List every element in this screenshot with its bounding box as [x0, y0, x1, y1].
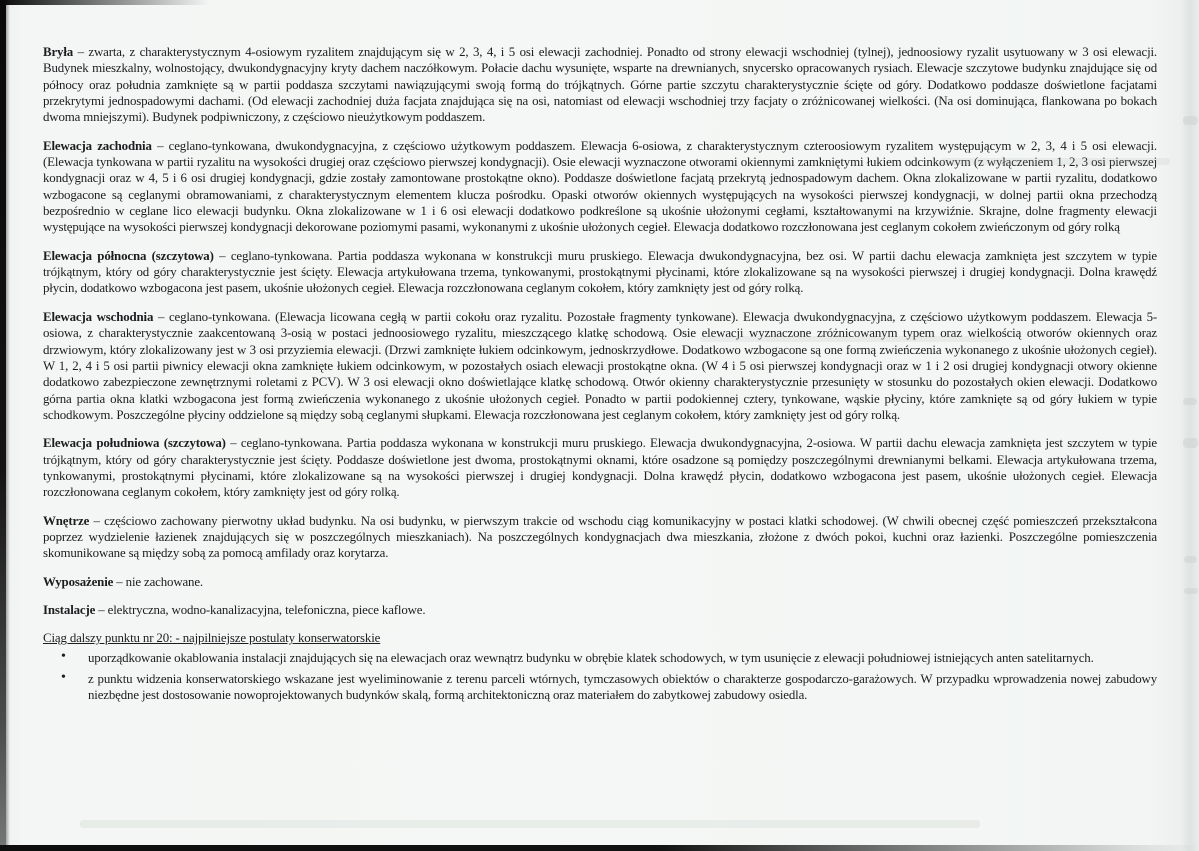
- scan-smudge: [1183, 438, 1198, 448]
- scan-edge-bottom: [0, 845, 1199, 851]
- scan-edge-left-fade: [6, 0, 10, 851]
- section-text: – ceglano-tynkowana. (Elewacja licowana cegłą w partii cokołu oraz ryzalitu. Pozostałe fragmenty tynkowane). Elewacja dwukondygnacyjna, z częściowo użytkowym poddaszem. Elewacja 5-osiowa, z charakterystycznie zaakcentowaną 3-osią w postaci jednoosiowego ryzalitu, mieszczącego klatkę schodową. Osie elewacji wyznaczone zróżnicowanym typem oraz wielkością otworów okiennych oraz drzwiowym, który zlokalizowany jest w 3 osi przyziemia elewacji. (Drzwi zamknięte łukiem odcinkowym, jednoskrzydłowe. Dodatkowo wzbogacone są one formą zwieńczenia wykonanego z ukośnie ułożonych cegieł). W 1, 2, 4 i 5 osi partii piwnicy elewacji okna zamknięte łukiem odcinkowym, w pozostałych osiach elewacji prostokątne okna. (W 4 i 5 osi pierwszej kondygnacji oraz w 1 i 2 osi drugiej kondygnacji otwory okienne dodatkowo zabezpieczone zewnętrznymi roletami z PCV). W 3 osi elewacji okno doświetlające klatkę schodową. Otwór okienny charakterystycznie przesunięty w stosunku do pozostałych okien elewacji. Dodatkowo górna partia okna klatki wzbogacona jest formą zwieńczenia wykonanego z ukośnie ułożonych cegieł. Ponadto w partii podokiennej cztery, tynkowane, wąskie płyciny, które zamknięte są od góry łukiem w typie schodkowym. Poszczególne płyciny oddzielone są między sobą ceglanymi słupkami. Elewacja rozczłonowana jest ceglanym cokołem, który zamknięty jest od góry rolką.: [43, 309, 1158, 422]
- scan-smudge: [1183, 398, 1197, 405]
- list-item-text: z punktu widzenia konserwatorskiego wskazane jest wyeliminowanie z terenu parceli wtórnych, tymczasowych obiektów o charakterze gospodarczo-garażowych. W przypadku wprowadzenia nowej zabudowy niezbędne jest dostosowanie nowoprojektowanych budynków skalą, formą architektoniczną oraz materiałem do zabytkowej zabudowy osiedla.: [88, 672, 1157, 703]
- scan-streak: [700, 336, 1000, 342]
- bullet-icon: •: [61, 648, 66, 664]
- list-item-text: uporządkowanie okablowania instalacji znajdujących się na elewacjach oraz wewnątrz budynku w obrębie klatek schodowych, w tym usunięcie z elewacji południowej istniejących anten satelitarnych.: [88, 650, 1094, 665]
- section-label: Bryła: [43, 45, 74, 59]
- section-text: – ceglano-tynkowana. Partia poddasza wykonana w konstrukcji muru pruskiego. Elewacja dwukondygnacyjna, 2-osiowa. W partii dachu elewacja zamknięta jest szczytem w typie trójkątnym, który od góry charakterystycznie jest ścięty. Poddasze doświetlone jest dwoma, prostokątnymi oknami, które osadzone są pomiędzy poszczególnymi drewnianymi belkami. Elewacja artykułowana trzema, tynkowanymi, prostokątnymi płycinami, które zlokalizowane są na wysokości pierwszej i drugiej kondygnacji. Dolna krawędź płycin, dodatkowo wzbogacona jest pasem, ukośnie ułożonych cegieł. Elewacja rozczłonowana ceglanym cokołem, który zamknięty jest od góry rolką.: [43, 436, 1157, 500]
- section-label: Wnętrze: [43, 513, 90, 528]
- postulates-list: [43, 650, 1157, 704]
- section-label: Elewacja północna (szczytowa): [43, 248, 214, 263]
- paragraph-wnetrze: [43, 513, 1157, 562]
- section-label: Elewacja zachodnia: [43, 138, 152, 153]
- scan-smudge: [1183, 116, 1198, 125]
- section-label: Elewacja południowa (szczytowa): [43, 436, 226, 451]
- section-text: – zwarta, z charakterystycznym 4-osiowym ryzalitem znajdującym się w 2, 3, 4, i 5 osi elewacji zachodniej. Ponadto od strony elewacji wschodniej (tylnej), jednoosiowy ryzalit usytuowany w 3 osi elewacji. Budynek mieszkalny, wolnostojący, dwukondygnacyjny kryty dachem naczółkowym. Połacie dachu wysunięte, wsparte na drewnianych, snycersko opracowanych rysiach. Elewacje szczytowe budynku znajdujące się od północy oraz południa zamknięte są w partii poddasza szczytami nawiązującymi swoją formą do trójkątnych. Górne partie szczytu charakterystycznie ścięte od góry. Dodatkowo poddasze doświetlone facjatami przekrytymi jednospadowymi dachami. (Od elewacji zachodniej duża facjata znajdująca się na osi, natomiast od elewacji wschodniej trzy facjaty o zróżnicowanej wielkości. (Na osi dominująca, flankowana po bokach dwoma mniejszymi). Budynek podpiwniczony, z częściowo nieużytkowym poddaszem.: [43, 45, 1158, 125]
- scan-edge-top: [0, 0, 210, 5]
- section-label: Wyposażenie: [43, 574, 114, 589]
- section-text: – ceglano-tynkowana. Partia poddasza wykonana w konstrukcji muru pruskiego. Elewacja dwukondygnacyjna, bez osi. W partii dachu elewacja zamknięta jest szczytem w typie trójkątnym, który od góry charakterystycznie jest ścięty. Elewacja artykułowana trzema, tynkowanymi, prostokątnymi płycinami, które zlokalizowane są na wysokości pierwszej i drugiej kondygnacji. Dolna krawędź płycin, dodatkowo wzbogacona jest pasem, ukośnie ułożonych cegieł. Elewacja rozczłonowana ceglanym cokołem, który zamknięty jest od góry rolką.: [43, 248, 1157, 296]
- paragraph-elewacja-zachodnia: [43, 138, 1157, 236]
- section-text: – nie zachowane.: [116, 574, 203, 589]
- section-text: – częściowo zachowany pierwotny układ budynku. Na osi budynku, w pierwszym trakcie od wschodu ciąg komunikacyjny w postaci klatki schodowej. (W chwili obecnej część pomieszczeń przekształcona poprzez wydzielenie łazienek znajdujących się w poszczególnych mieszkaniach). Na poszczególnych kondygnacjach dwa mieszkania, złożone z dwóch pokoi, kuchni oraz łazienki. Poszczególne pomieszczenia skomunikowane są między sobą za pomocą amfilady oraz korytarza.: [43, 513, 1157, 561]
- scan-streak: [940, 158, 1170, 165]
- section-text: – elektryczna, wodno-kanalizacyjna, telefoniczna, piece kaflowe.: [98, 602, 426, 617]
- bullet-icon: •: [61, 670, 66, 685]
- paragraph-wyposazenie: [43, 574, 1157, 590]
- paragraph-elewacja-polnocna: [43, 248, 1157, 297]
- paragraph-bryla: [43, 44, 1157, 126]
- paragraph-elewacja-wschodnia: [43, 309, 1157, 423]
- scan-edge-right: [1181, 0, 1199, 851]
- section-label: Elewacja wschodnia: [43, 309, 154, 324]
- section-label: Instalacje: [43, 602, 96, 617]
- section-text: – ceglano-tynkowana, dwukondygnacyjna, z częściowo użytkowym poddaszem. Elewacja 6-osiowa, z charakterystycznym czteroosiowym ryzalitem występującym w 2, 3, 4 i 5 osi elewacji. (Elewacja tynkowana w partii ryzalitu na wysokości drugiej oraz częściowo pierwszej kondygnacji). Osie elewacji wyznaczone otworami okiennymi zamkniętymi łukiem odcinkowym (z wyłączeniem 1, 2, 3 osi pierwszej kondygnacji oraz w 4, 5 i 6 osi drugiej kondygnacji, gdzie zostały zamontowane prostokątne okno). Poddasze doświetlone facjatą przekrytą jednospadowym dachem. Okna zlokalizowane w partii ryzalitu, dodatkowo wzbogacone są ceglanymi obramowaniami, z charakterystycznym elementem klucza pośrodku. Opaski otworów okiennych występujących na wysokości pierwszej kondygnacji, w dolnej partii okna przechodzą bezpośrednio w ceglane lico elewacji budynku. Okna zlokalizowane w 1 i 6 osi elewacji dodatkowo podkreślone są ukośnie ułożonymi cegłami, kształtowanymi na krzywiźnie. Skrajne, dolne fragmenty elewacji występujące na wysokości pierwszej kondygnacji dekorowane poziomymi pasami, wykonanymi z ukośnie ułożonych cegieł. Elewacja dodatkowo rozczłonowana jest ceglanym cokołem zwieńczonym od góry rolką: [43, 138, 1157, 235]
- scan-streak: [80, 820, 980, 828]
- paragraph-elewacja-poludniowa: [43, 435, 1157, 500]
- list-item: [43, 671, 1157, 704]
- document-content: [43, 44, 1157, 709]
- list-item: [43, 650, 1157, 666]
- scan-smudge: [1184, 556, 1197, 563]
- continuation-heading: Ciąg dalszy punktu nr 20: - najpilniejsze postulaty konserwatorskie: [43, 631, 381, 646]
- paragraph-instalacje: [43, 602, 1157, 618]
- scan-smudge: [1184, 588, 1198, 594]
